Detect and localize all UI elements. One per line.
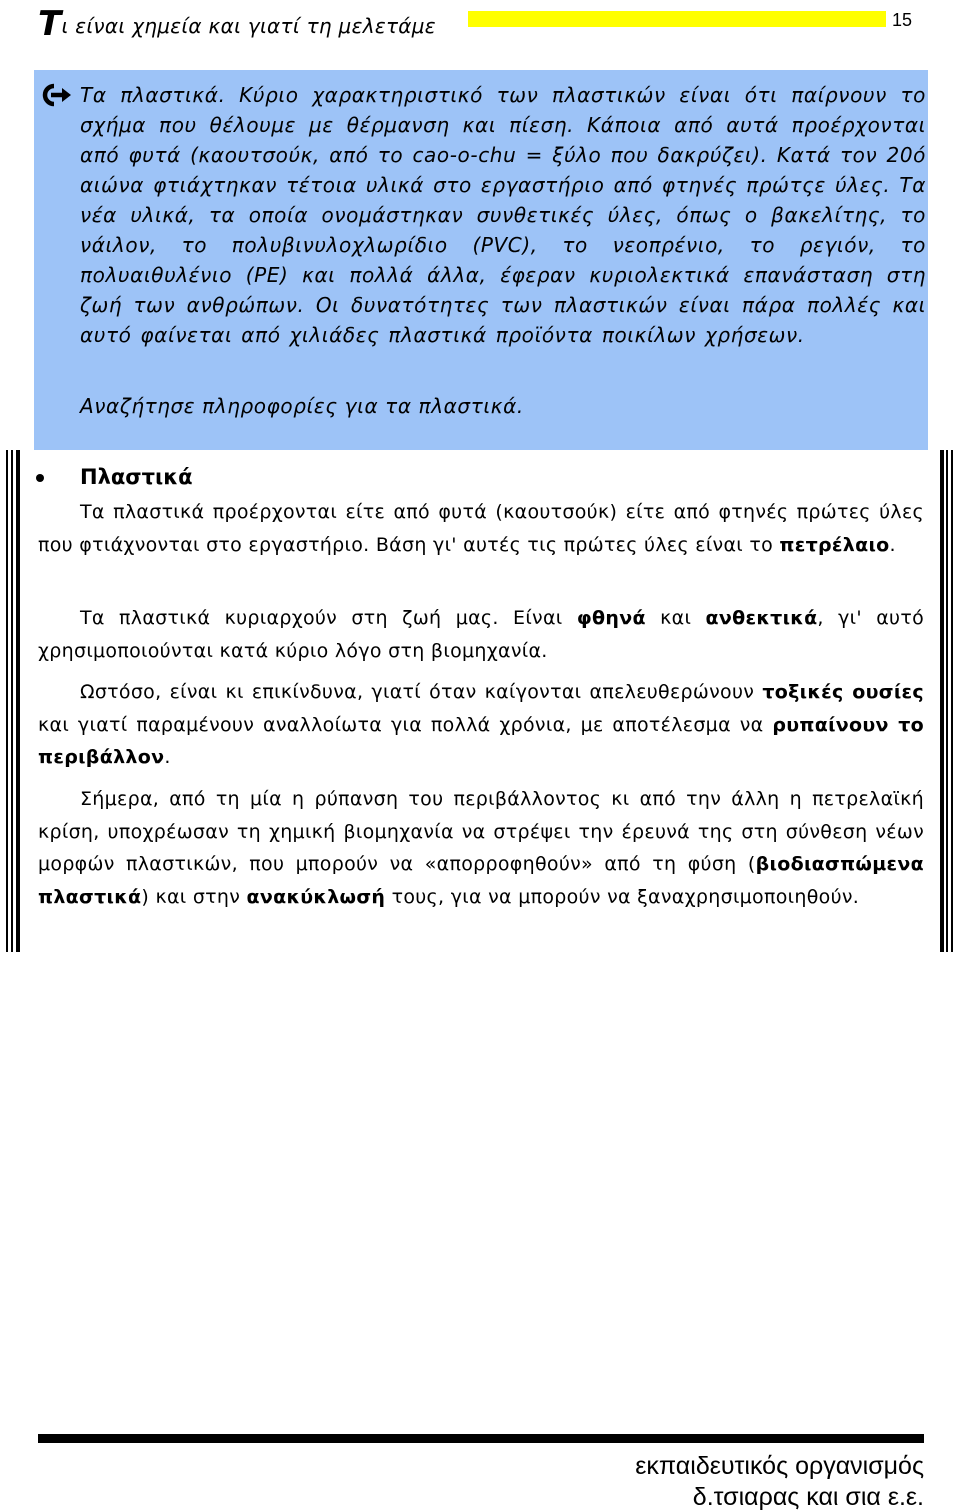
- bold-term: ρυπαίνουν το περιβάλλον: [38, 713, 925, 768]
- paragraph-text: Σήμερα, από τη μία η ρύπανση του περιβάλλοντος κι από την άλλη η πετρελαϊκή κρίση, υποχρέωσαν τη χημική βιομηχανία να στρέψει την έρευνά της στη σύνθεση νέων μορφών πλαστικών, που μπορούν να «απορροφηθούν» από τη φύση (: [38, 788, 924, 875]
- footer-company: δ.τσιαρας και σια ε.ε.: [692, 1483, 924, 1511]
- paragraph-text: .: [889, 533, 896, 556]
- header-highlight-bar: [468, 11, 886, 27]
- left-border-rule: [16, 450, 20, 952]
- intro-paragraph: Τα πλαστικά. Κύριο χαρακτηριστικό των πλαστικών είναι ότι παίρνουν το σχήμα που θέλουμε με θέρμανση και πίεση. Κάποια από αυτά προέρχονται από φυτά (καουτσούκ, από το cao-o-chu = ξύλο που δακρύζει). Κατά τον 20ό αιώνα φτιάχτηκαν τέτοια υλικά στο εργαστήριο από φτηνές πρώτςε ύλες. Τα νέα υλικά, τα οποία ονομάστηκαν συνθετικές ύλες, όπως ο βακελίτης, το νάιλον, το πολυβινυλοχλωρίδιο (PVC), το νεοπρένιο, το ρεγιόν, το πολυαιθυλένιο (PE) και πολλά άλλα, έφεραν κυριολεκτικά επανάσταση στη ζωή των ανθρώπων. Οι δυνατότητες των πλαστικών είναι πάρα πολλές και αυτό φαίνεται από χιλιάδες πλαστικά προϊόντα ποικίλων χρήσεων.: [80, 83, 926, 347]
- paragraph-today: [38, 783, 924, 913]
- right-curved-arrow-icon: [40, 80, 72, 110]
- footer-rule: [38, 1434, 924, 1443]
- bold-term: πετρέλαιο: [779, 533, 890, 556]
- paragraph-text: και γιατί παραμένουν αναλλοίωτα για πολλά χρόνια, με αποτέλεσμα να: [38, 713, 773, 736]
- bold-term: ανθεκτικά: [705, 607, 818, 629]
- right-border-rule: [940, 450, 944, 952]
- right-border-rule: [946, 450, 948, 952]
- page-number: 15: [892, 10, 913, 30]
- bold-term: τοξικές ουσίες: [762, 681, 924, 703]
- bullet-icon: [36, 474, 44, 482]
- paragraph-text: .: [164, 746, 171, 768]
- paragraph-text: Τα πλαστικά προέρχονται είτε από φυτά (καουτσούκ) είτε από φτηνές πρώτες ύλες που φτιάχνονται στο εργαστήριο. Βάση γι' αυτές τις πρώτες ύλες είναι το: [38, 501, 924, 556]
- paragraph-dangers: [38, 676, 924, 774]
- paragraph-text: ) και στην: [141, 885, 247, 908]
- section-title: Πλαστικά: [80, 465, 193, 489]
- left-border-rule: [6, 450, 8, 952]
- header-title-rest: ι είναι χημεία και γιατί τη μελετάμε: [61, 14, 436, 38]
- right-border-rule: [951, 450, 953, 952]
- footer-publisher: εκπαιδευτικός οργανισμός: [635, 1452, 924, 1480]
- search-prompt: Αναζήτησε πληροφορίες για τα πλαστικά.: [80, 394, 524, 418]
- paragraph-origin: [38, 496, 924, 561]
- paragraph-usage: [38, 602, 924, 667]
- paragraph-text: τους, για να μπορούν να ξαναχρησιμοποιηθούν.: [385, 885, 860, 908]
- paragraph-text: Τα πλαστικά κυριαρχούν στη ζωή μας. Είναι: [80, 607, 577, 629]
- paragraph-text: και: [645, 607, 706, 629]
- left-border-rule: [11, 450, 13, 952]
- paragraph-text: Ωστόσο, είναι κι επικίνδυνα, γιατί όταν καίγονται απελευθερώνουν: [80, 681, 763, 703]
- bold-term: βιοδιασπώμενα πλαστικά: [38, 853, 924, 908]
- page-header-title: [38, 2, 436, 42]
- paragraph-text: , γι' αυτό χρησιμοποιούνται κατά κύριο λόγο στη βιομηχανία.: [38, 607, 924, 662]
- header-title-initial: Τ: [38, 4, 62, 44]
- bold-term: φθηνά: [576, 607, 646, 629]
- bold-term: ανακύκλωσή: [246, 885, 386, 908]
